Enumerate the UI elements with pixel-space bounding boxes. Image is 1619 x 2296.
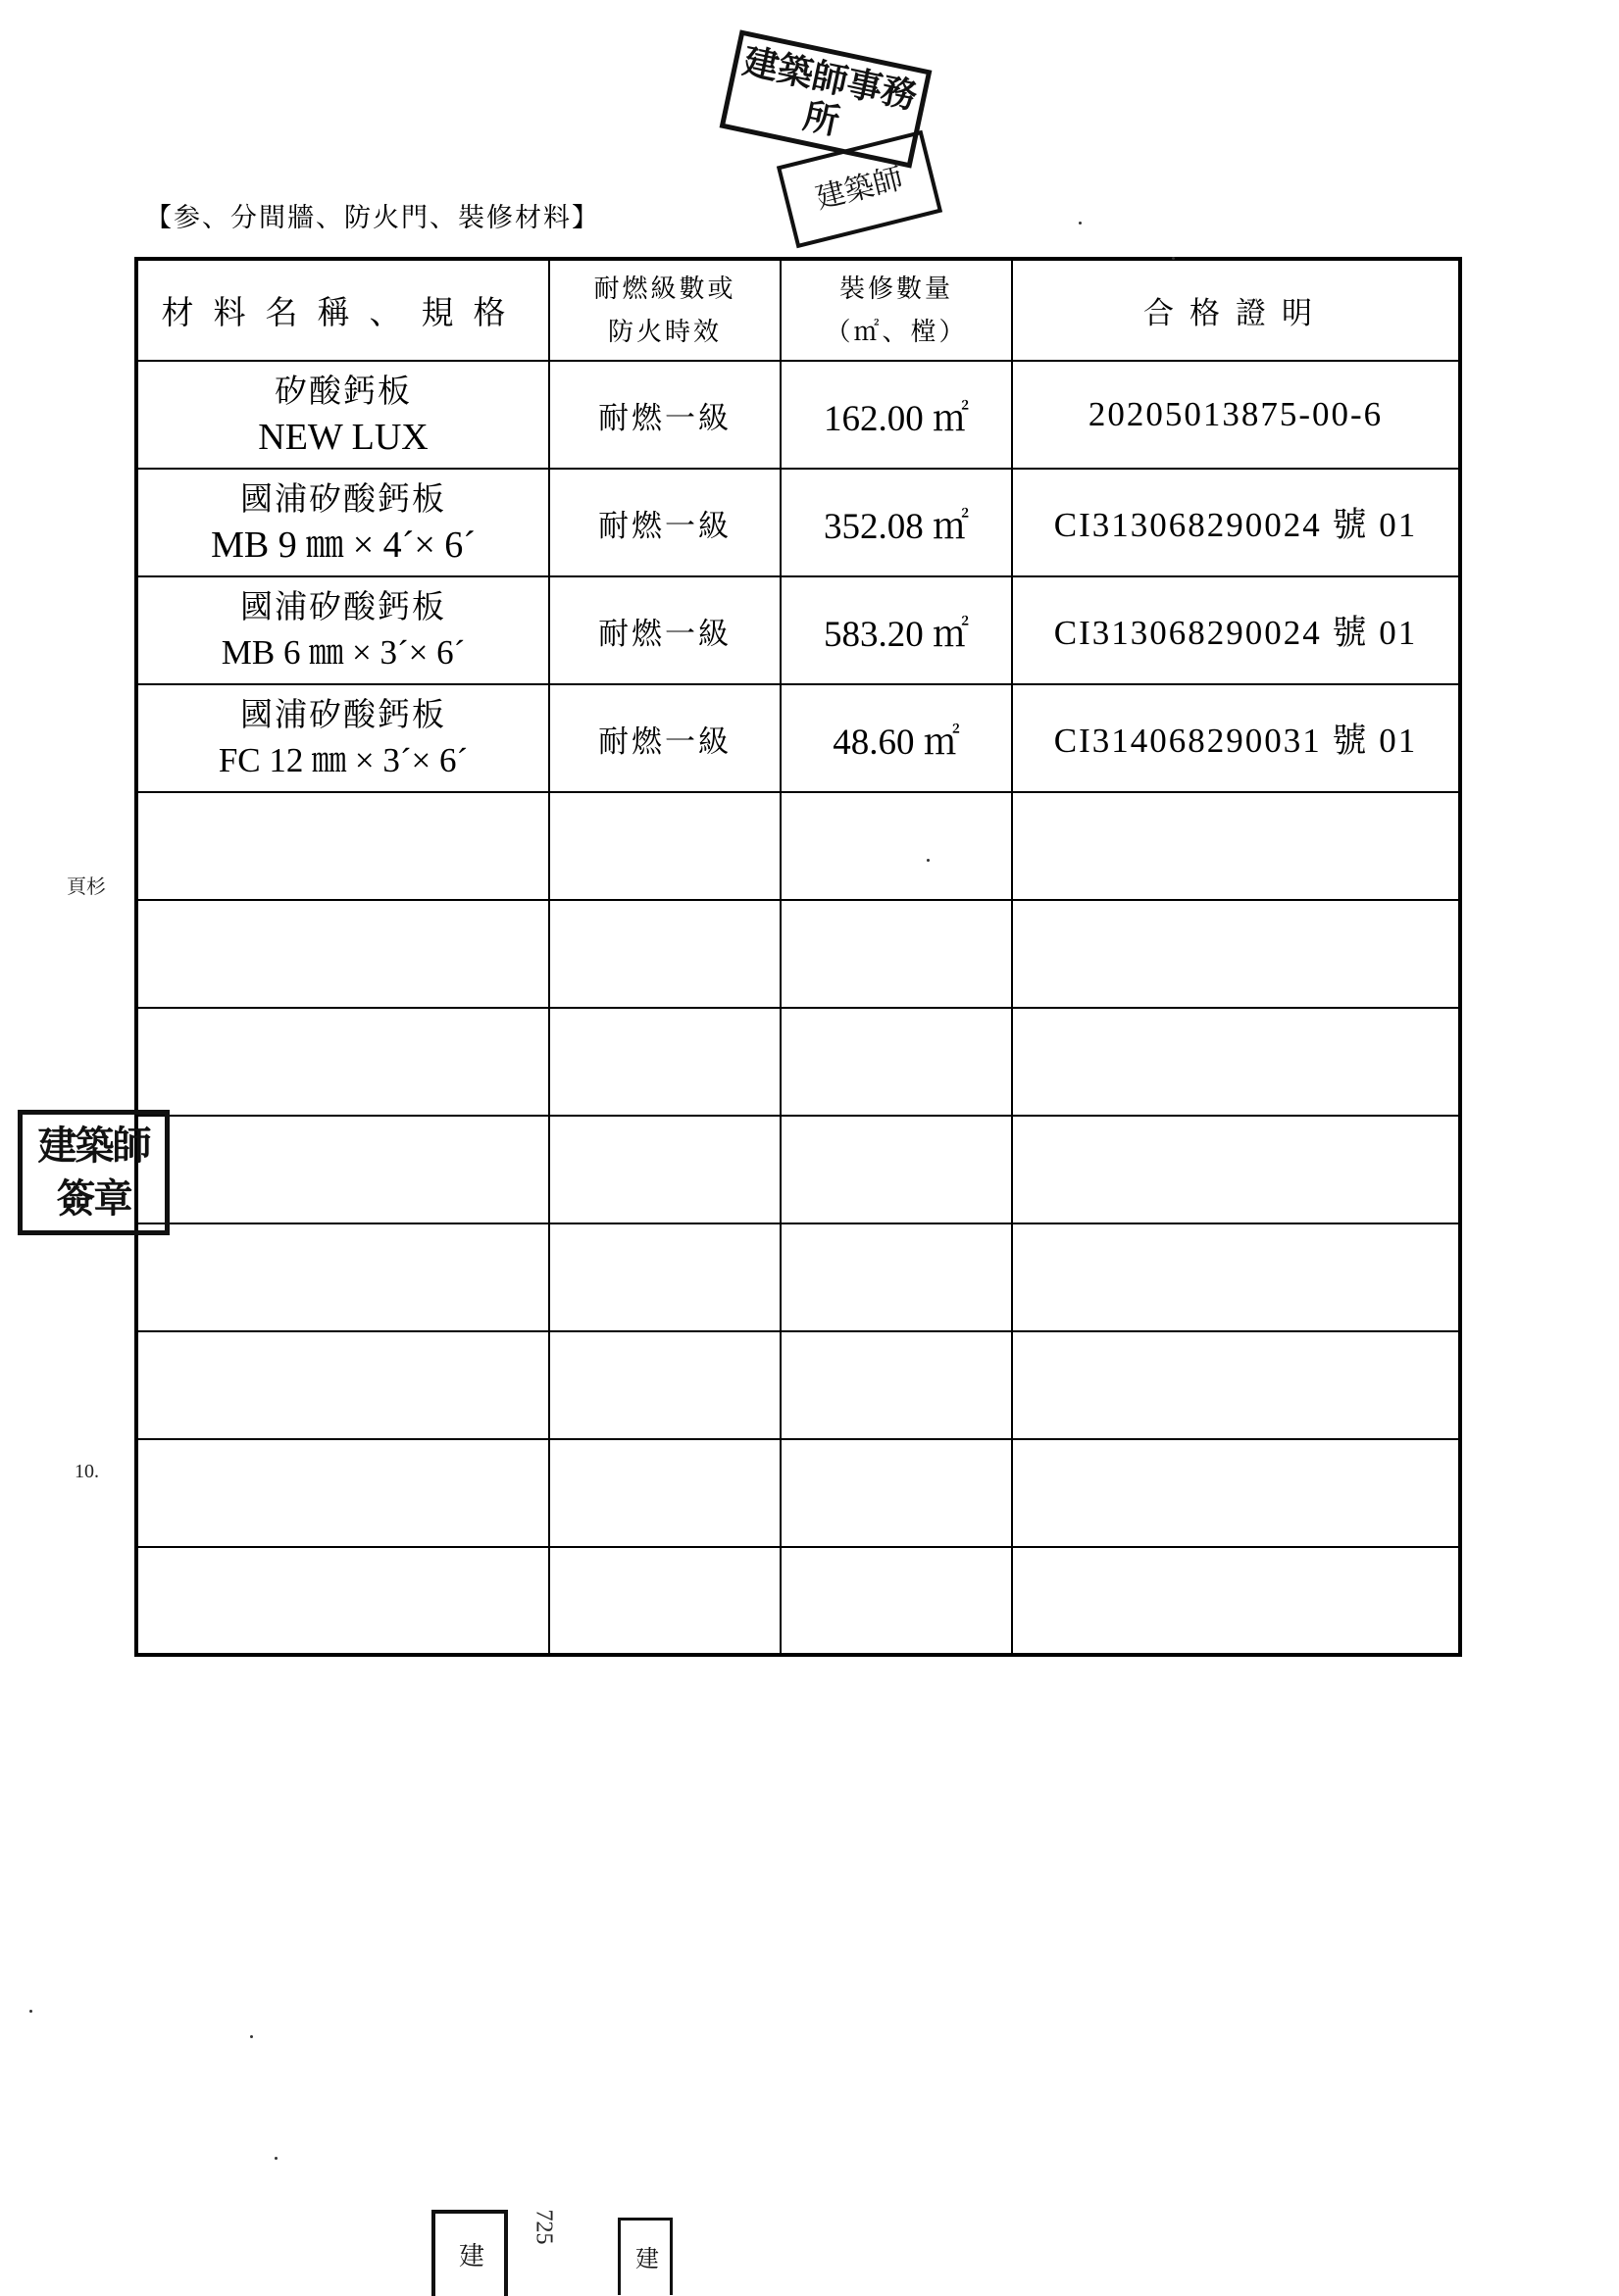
- table-row-empty: [136, 1116, 1460, 1223]
- scan-speck: [927, 859, 930, 862]
- empty-cell: [781, 1547, 1012, 1655]
- table-row-empty: [136, 1439, 1460, 1547]
- empty-cell: [781, 792, 1012, 900]
- material-cell: [136, 684, 549, 792]
- architect-seal-stamp: 建築師事務所: [720, 29, 933, 168]
- material-spec: FC 12 ㎜ × 3´× 6´: [218, 741, 469, 779]
- scan-speck: [250, 2035, 253, 2038]
- margin-note-upper: 頁杉: [67, 876, 106, 898]
- empty-cell: [549, 1547, 781, 1655]
- empty-cell: [136, 1439, 549, 1547]
- empty-cell: [136, 792, 549, 900]
- material-spec: NEW LUX: [258, 417, 429, 458]
- empty-cell: [136, 1331, 549, 1439]
- header-quantity: 裝修數量 （㎡、樘）: [781, 259, 1012, 361]
- material-cell: [136, 576, 549, 684]
- rating-cell: 耐燃一級: [549, 684, 781, 792]
- table-row-empty: [136, 792, 1460, 900]
- margin-note-bottom: 725: [531, 2209, 557, 2245]
- empty-cell: [1012, 1439, 1460, 1547]
- empty-cell: [136, 900, 549, 1008]
- table-row-empty: [136, 1547, 1460, 1655]
- certificate-cell: CI313068290024 號 01: [1012, 576, 1460, 684]
- material-cell: [136, 361, 549, 469]
- table-row-empty: [136, 1008, 1460, 1116]
- header-rating: 耐燃級數或 防火時效: [549, 259, 781, 361]
- table-row: [136, 684, 1460, 792]
- empty-cell: [1012, 1008, 1460, 1116]
- margin-note-lower: 10.: [75, 1461, 99, 1482]
- empty-cell: [781, 1223, 1012, 1331]
- architect-small-stamp: 建築師: [777, 130, 942, 248]
- empty-cell: [549, 1223, 781, 1331]
- rating-cell: 耐燃一級: [549, 469, 781, 576]
- material-name: 國浦矽酸鈣板: [240, 479, 446, 518]
- empty-cell: [549, 1439, 781, 1547]
- empty-cell: [1012, 1331, 1460, 1439]
- empty-cell: [549, 1008, 781, 1116]
- empty-cell: [136, 1116, 549, 1223]
- material-cell: [136, 469, 549, 576]
- scan-speck: [29, 2010, 32, 2013]
- table-row-empty: [136, 1331, 1460, 1439]
- empty-cell: [136, 1223, 549, 1331]
- certificate-cell: CI313068290024 號 01: [1012, 469, 1460, 576]
- empty-cell: [1012, 900, 1460, 1008]
- empty-cell: [136, 1008, 549, 1116]
- left-margin-stamp: 建築師簽章: [18, 1110, 170, 1235]
- empty-cell: [1012, 1223, 1460, 1331]
- quantity-cell: 48.60 ㎡: [781, 684, 1012, 792]
- section-title: 【参、分間牆、防火門、裝修材料】: [145, 203, 600, 233]
- certificate-cell: CI314068290031 號 01: [1012, 684, 1460, 792]
- material-name: 國浦矽酸鈣板: [240, 587, 446, 625]
- empty-cell: [781, 1116, 1012, 1223]
- empty-cell: [1012, 792, 1460, 900]
- rating-cell: 耐燃一級: [549, 576, 781, 684]
- quantity-cell: 352.08 ㎡: [781, 469, 1012, 576]
- scan-speck: [1172, 257, 1175, 260]
- quantity-cell: 583.20 ㎡: [781, 576, 1012, 684]
- empty-cell: [781, 1331, 1012, 1439]
- empty-cell: [136, 1547, 549, 1655]
- empty-cell: [781, 900, 1012, 1008]
- table-row: [136, 469, 1460, 576]
- rating-cell: 耐燃一級: [549, 361, 781, 469]
- bottom-stamp-right: 建: [618, 2218, 673, 2295]
- materials-table: [134, 257, 1462, 1657]
- empty-cell: [549, 1331, 781, 1439]
- header-certificate: 合格證明: [1012, 259, 1460, 361]
- material-spec: MB 9 ㎜ × 4´× 6´: [211, 524, 476, 566]
- empty-cell: [549, 792, 781, 900]
- empty-cell: [549, 900, 781, 1008]
- scan-speck: [275, 2157, 278, 2160]
- empty-cell: [549, 1116, 781, 1223]
- table-row-empty: [136, 900, 1460, 1008]
- quantity-cell: 162.00 ㎡: [781, 361, 1012, 469]
- table-row-empty: [136, 1223, 1460, 1331]
- material-spec: MB 6 ㎜ × 3´× 6´: [221, 633, 466, 672]
- bottom-stamp: 建: [431, 2210, 508, 2296]
- table-header-row: [136, 259, 1460, 361]
- table-row: [136, 576, 1460, 684]
- material-name: 國浦矽酸鈣板: [240, 695, 446, 733]
- empty-cell: [781, 1439, 1012, 1547]
- empty-cell: [1012, 1547, 1460, 1655]
- material-name: 矽酸鈣板: [275, 372, 412, 410]
- certificate-cell: 20205013875-00-6: [1012, 361, 1460, 469]
- table-row: [136, 361, 1460, 469]
- header-material: 材料名稱、規格: [136, 259, 549, 361]
- scan-speck: [1079, 222, 1082, 225]
- empty-cell: [1012, 1116, 1460, 1223]
- empty-cell: [781, 1008, 1012, 1116]
